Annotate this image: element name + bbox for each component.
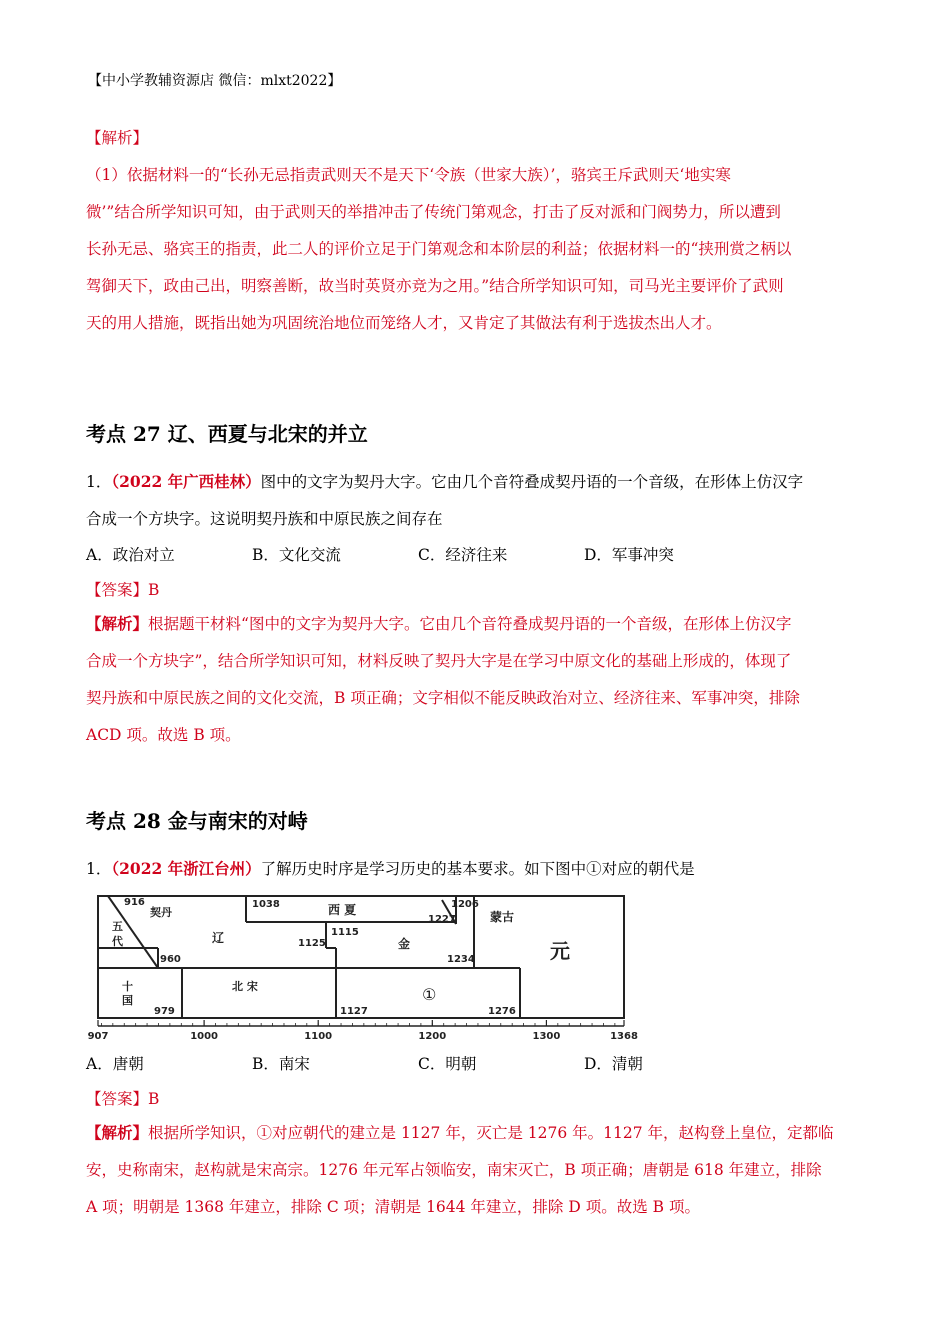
label-year: 1115	[331, 927, 359, 938]
options-27	[86, 543, 858, 573]
label-year: 1125	[298, 938, 326, 949]
label-beisong: 北 宋	[232, 980, 258, 993]
label-year: 1206	[451, 899, 479, 910]
analysis-line: （1）依据材料一的“长孙无忌指责武则天不是天下‘令族（世家大族）’，骆宾王斥武则天‘地实寒	[86, 166, 731, 184]
analysis-line: ACD 项。故选 B 项。	[86, 726, 241, 744]
axis-tick-label: 1200	[418, 1031, 447, 1042]
intro-analysis	[86, 120, 858, 342]
analysis-line: 长孙无忌、骆宾王的指责，此二人的评价立足于门第观念和本阶层的利益；依据材料一的“挟刑赏之柄以	[86, 240, 792, 258]
section-27-title: 考点 27 辽、西夏与北宋的并立	[86, 422, 368, 446]
label-guo: 国	[122, 994, 133, 1007]
label-year: 960	[160, 954, 181, 965]
question-text: 了解历史时序是学习历史的基本要求。如下图中①对应的朝代是	[260, 860, 695, 878]
analysis-label: 【解析】	[86, 614, 149, 633]
answer-value: B	[148, 581, 160, 599]
option-c: C．明朝	[418, 1055, 477, 1073]
question-27	[86, 463, 858, 538]
label-year: 1038	[252, 899, 280, 910]
question-source: （2022 年浙江台州）	[111, 859, 261, 878]
question-text: 图中的文字为契丹大字。它由几个音符叠成契丹语的一个音级，在形体上仿汉字	[260, 473, 804, 491]
answer-28	[86, 1087, 159, 1109]
axis-tick-label: 1100	[304, 1031, 333, 1042]
analysis-line: A 项；明朝是 1368 年建立，排除 C 项；清朝是 1644 年建立，排除 D 项。故选 B 项。	[86, 1198, 700, 1216]
axis-tick-label: 907	[87, 1031, 109, 1042]
label-circle-one: ①	[422, 985, 437, 1004]
page-header: 【中小学教辅资源店 微信：mlxt2022】	[88, 73, 342, 89]
label-year: 1127	[340, 1006, 368, 1017]
label-qidan: 契丹	[150, 906, 172, 919]
label-year: 1234	[447, 954, 475, 965]
section-28-title: 考点 28 金与南宋的对峙	[86, 809, 308, 833]
label-year: 1227	[428, 914, 456, 925]
analysis-line: 根据题干材料“图中的文字为契丹大字。它由几个音符叠成契丹语的一个音级，在形体上仿汉字	[148, 615, 792, 633]
option-c: C．经济往来	[418, 546, 508, 564]
analysis-line: 驾御天下，政由己出，明察善断，故当时英贤亦竞为之用。”结合所学知识可知，司马光主要评价了武则	[86, 277, 784, 295]
analysis-27	[86, 605, 858, 754]
label-wu: 五	[112, 920, 123, 933]
label-jin: 金	[398, 937, 411, 951]
analysis-label: 【解析】	[86, 1123, 149, 1142]
dynasty-timeline-diagram	[86, 890, 646, 1045]
label-yuan: 元	[550, 939, 570, 963]
question-source: （2022 年广西桂林）	[111, 472, 261, 491]
options-28	[86, 1052, 858, 1082]
analysis-label: 【解析】	[86, 129, 149, 147]
label-menggu: 蒙古	[490, 910, 515, 924]
label-dai: 代	[112, 935, 123, 948]
label-xixia: 西 夏	[328, 903, 357, 917]
axis-tick-label: 1368	[610, 1031, 638, 1042]
option-d: D．清朝	[584, 1055, 643, 1073]
analysis-line: 微’”结合所学知识可知，由于武则天的举措冲击了传统门第观念，打击了反对派和门阀势力，所以遭到	[86, 203, 781, 221]
label-year: 979	[154, 1006, 175, 1017]
option-b: B．文化交流	[252, 546, 341, 564]
axis-tick-label: 1300	[532, 1031, 561, 1042]
question-text: 合成一个方块字。这说明契丹族和中原民族之间存在	[86, 510, 443, 528]
answer-27	[86, 578, 159, 600]
analysis-line: 天的用人措施，既指出她为巩固统治地位而笼络人才，又肯定了其做法有利于选拔杰出人才。	[86, 314, 722, 332]
option-a: A．唐朝	[86, 1055, 144, 1073]
option-d: D．军事冲突	[584, 546, 674, 564]
option-a: A．政治对立	[86, 546, 175, 564]
analysis-line: 契丹族和中原民族之间的文化交流，B 项正确；文字相似不能反映政治对立、经济往来、军事冲突，排除	[86, 689, 800, 707]
analysis-line: 安，史称南宋，赵构就是宋高宗。1276 年元军占领临安，南宋灭亡，B 项正确；唐朝是 618 年建立，排除	[86, 1161, 822, 1179]
option-b: B．南宋	[252, 1055, 310, 1073]
answer-label: 【答案】	[86, 1090, 149, 1108]
label-year: 916	[124, 897, 145, 908]
label-shi: 十	[122, 980, 133, 993]
answer-label: 【答案】	[86, 581, 149, 599]
axis-tick-label: 1000	[190, 1031, 219, 1042]
analysis-28	[86, 1114, 858, 1226]
analysis-line: 合成一个方块字”，结合所学知识可知，材料反映了契丹大字是在学习中原文化的基础上形成的，体现了	[86, 652, 792, 670]
question-28	[86, 850, 858, 888]
label-year: 1276	[488, 1006, 516, 1017]
analysis-line: 根据所学知识，①对应朝代的建立是 1127 年，灭亡是 1276 年。1127 年，赵构登上皇位，定都临	[148, 1124, 834, 1142]
timeline-axis	[88, 1020, 638, 1042]
question-number: 1．	[86, 860, 112, 878]
label-liao: 辽	[212, 931, 225, 945]
question-number: 1．	[86, 473, 112, 491]
answer-value: B	[148, 1090, 160, 1108]
